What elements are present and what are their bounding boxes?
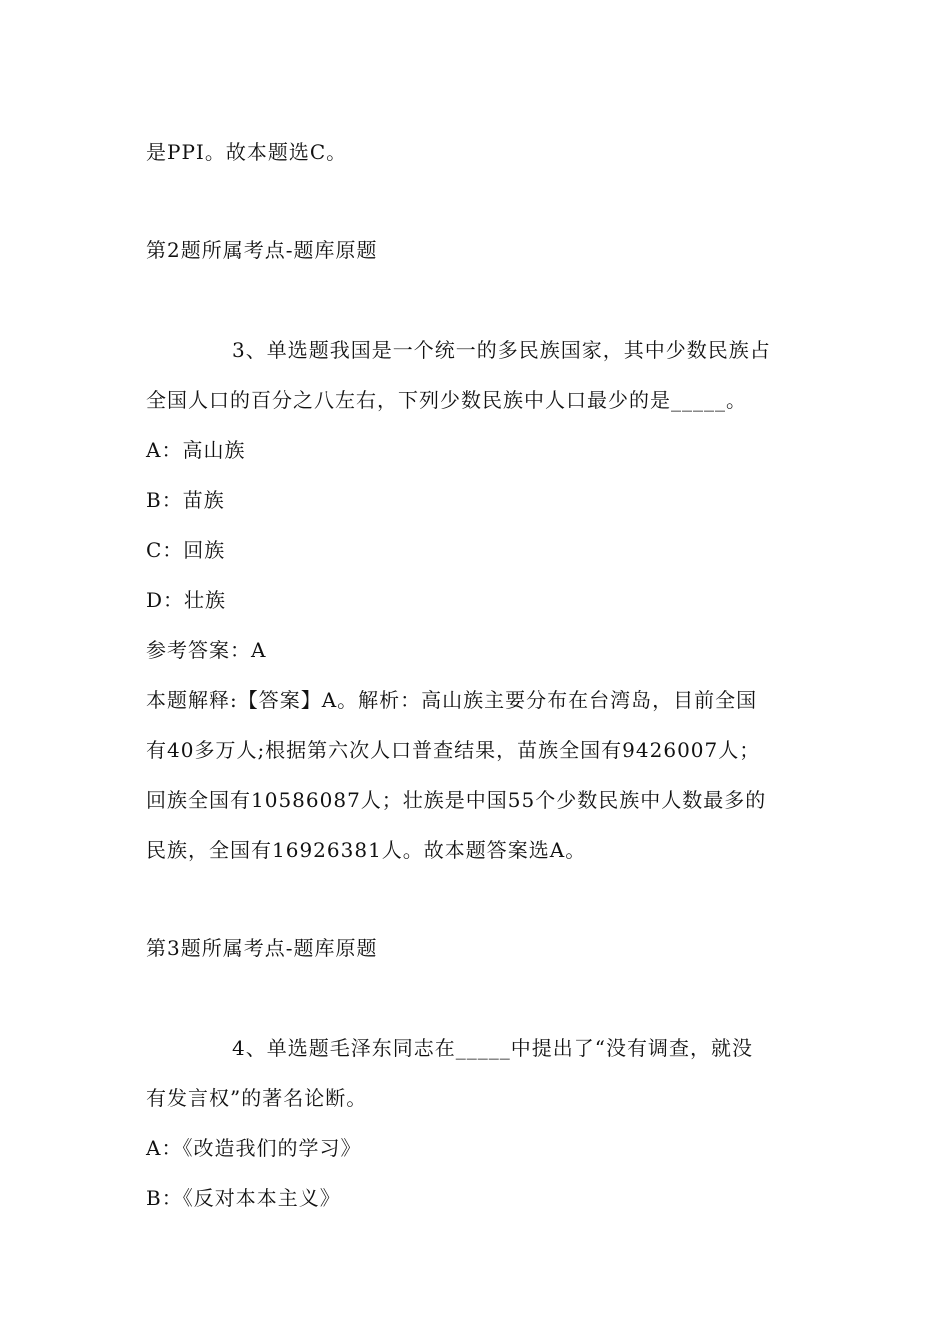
q4-stem-line-2: 有发言权”的著名论断。 — [146, 1086, 368, 1110]
point-q3: 第3题所属考点-题库原题 — [146, 936, 378, 960]
intro-line: 是PPI。故本题选C。 — [146, 140, 348, 164]
q3-option-b: B：苗族 — [146, 488, 225, 512]
q3-stem-line-1: 3、单选题我国是一个统一的多民族国家，其中少数民族占 — [232, 338, 771, 362]
q3-explain-line-3: 回族全国有10586087人；壮族是中国55个少数民族中人数最多的 — [146, 788, 767, 812]
q3-option-c: C：回族 — [146, 538, 226, 562]
q3-answer: 参考答案：A — [146, 638, 267, 662]
q3-explain-line-1: 本题解释:【答案】A。解析：高山族主要分布在台湾岛，目前全国 — [146, 688, 758, 712]
point-q2: 第2题所属考点-题库原题 — [146, 238, 378, 262]
q3-option-d: D：壮族 — [146, 588, 227, 612]
q3-option-a: A：高山族 — [146, 438, 246, 462]
q3-explain-line-4: 民族，全国有16926381人。故本题答案选A。 — [146, 838, 587, 862]
q3-explain-line-2: 有40多万人;根据第六次人口普查结果，苗族全国有9426007人； — [146, 738, 761, 762]
q4-stem-line-1: 4、单选题毛泽东同志在_____中提出了“没有调查，就没 — [232, 1036, 753, 1060]
q4-option-b: B：《反对本本主义》 — [146, 1186, 341, 1210]
q3-stem-line-2: 全国人口的百分之八左右，下列少数民族中人口最少的是_____。 — [146, 388, 747, 412]
q4-option-a: A：《改造我们的学习》 — [146, 1136, 362, 1160]
